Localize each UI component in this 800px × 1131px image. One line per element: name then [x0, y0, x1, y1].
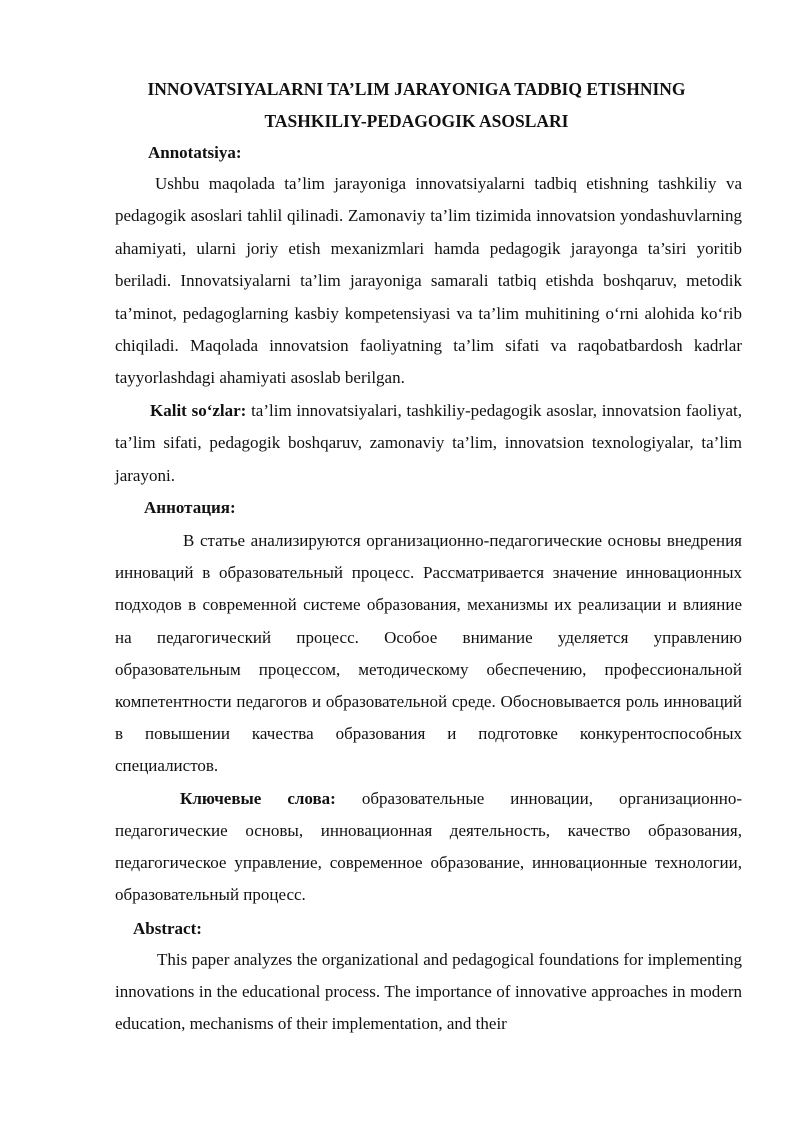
paper-title-line-1: INNOVATSIYALARNI TA’LIM JARAYONIGA TADBIQ ETISHNING [147, 79, 686, 99]
paper-title [91, 74, 742, 137]
uzbek-abstract-heading: Annotatsiya: [148, 143, 242, 162]
uzbek-keywords-text: ta’lim innovatsiyalari, tashkiliy-pedagogik asoslar, innovatsion faoliyat, ta’lim sifati, pedagogik boshqaruv, zamonaviy ta’lim, innovatsion texnologiyalar, ta’lim jarayoni. [115, 400, 742, 485]
uzbek-keywords-label: Kalit so‘zlar: [150, 400, 247, 420]
russian-abstract-section [115, 492, 742, 911]
english-abstract-section [115, 913, 742, 1041]
uzbek-abstract-section [115, 137, 742, 492]
russian-abstract-heading: Аннотация: [144, 498, 236, 518]
uzbek-keywords [115, 395, 742, 492]
russian-abstract-text: В статье анализируются организационно-педагогические основы внедрения инноваций в образовательный процесс. Рассматривается значение инновационных подходов в современной системе образования, механизмы их реализации и влияние на педагогический процесс. Особое внимание уделяется управлению образовательным процессом, методическому обеспечению, профессиональной компетентности педагогов и образовательной среде. Обосновывается роль инноваций в повышении качества образования и подготовке конкурентоспособных специалистов. [115, 531, 742, 776]
russian-keywords [115, 783, 742, 912]
english-abstract-text: This paper analyzes the organizational and pedagogical foundations for implementing innovations in the educational process. The importance of innovative approaches in modern education, mechanisms of their implementation, and their [115, 949, 742, 1034]
paper-title-line-2: TASHKILIY-PEDAGOGIK ASOSLARI [264, 110, 569, 131]
russian-keywords-text: образовательные инновации, организационно-педагогические основы, инновационная деятельность, качество образования, педагогическое управление, современное образование, инновационные технологии, образовательный процесс. [115, 788, 742, 905]
russian-keywords-label: Ключевые слова: [180, 788, 336, 808]
uzbek-abstract-text: Ushbu maqolada ta’lim jarayoniga innovatsiyalarni tadbiq etishning tashkiliy va pedagogik asoslari tahlil qilinadi. Zamonaviy ta’lim tizimida innovatsion yondashuvlarning ahamiyati, ularni joriy etish mexanizmlari hamda pedagogik jarayonga ta’siri yoritib beriladi. Innovatsiyalarni ta’lim jarayoniga samarali tatbiq etishda boshqaruv, metodik ta’minot, pedagoglarning kasbiy kompetensiyasi va ta’lim muhitining o‘rni alohida ko‘rib chiqiladi. Maqolada innovatsion faoliyatning ta’lim sifati va raqobatbardosh kadrlar tayyorlashdagi ahamiyati asoslab berilgan. [115, 174, 742, 388]
english-abstract-heading: Abstract: [133, 918, 202, 938]
